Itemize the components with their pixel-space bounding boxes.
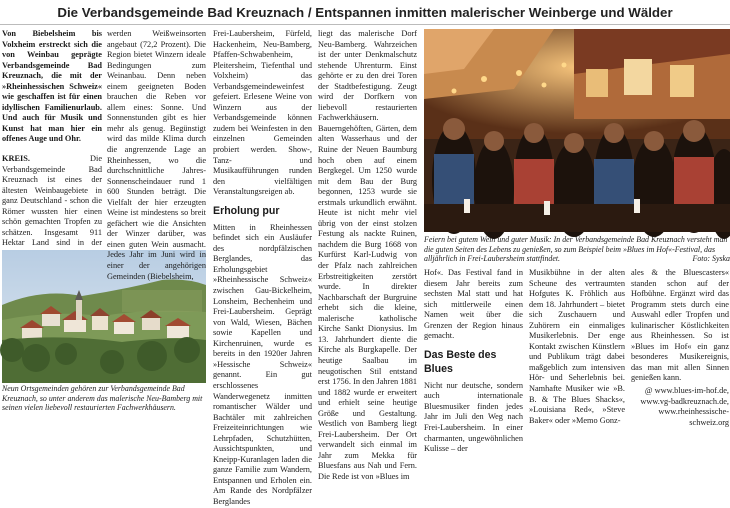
- photo-credit: Foto: Syska: [692, 254, 730, 264]
- headline: Die Verbandsgemeinde Bad Kreuznach / Entspannen inmitten malerischer Weinberge und Wälder: [0, 2, 730, 25]
- subheading-erholung: Erholung pur: [213, 204, 280, 217]
- col4-text: liegt das malerische Dorf Neu-Bamberg. Wahrzeichen ist der unter Denkmalschutz stehende Uhrenturm. Einst gehörte er zu den drei Toren der Stadtbefestigung. Zeugt wird der Dorfkern von liebevoll restaurierten Fachwerkhäusern. Bauerngehöften, Gärten, dem alten Wasserhaus und der Ruine der Neuen Baumburg hoch oben auf einem Bergkegel. Um 1250 wurde mit dem Bau der Burg begonnen, 1253 wurde sie erstmals urkundlich erwähnt. Heute ist nicht mehr viel übrig von der einst stolzen Festung als nackte Ruinen, nachdem die Burg 1668 von Kurfürst Karl-Ludwig von der Pfalz nach zahlreichen Erbstreitigkeiten zerstört wurde. In direkter Nachbarschaft der Burgruine erhebt sich die kleine, malerische katholische Kirche Sankt Dionysius. Im 13. Jahrhundert diente die Kirche als Burgkapelle. Der heutige Saalbau im neugotischen Stil entstand erst 1756. In den Jahren 1881 und 1882 wurde er erweitert und erhielt seine heutige Größe und Gestaltung. Westlich von Bamberg liegt Frei-Laubersheim. Der Ort verwandelt sich einmal im Jahr zum Mekka für Bluesfans aus Nah und Fern. Die Rede ist von »Blues im: [318, 29, 417, 481]
- body-text: Die Verbandsgemeinde Bad Kreuznach ist eines der ältesten Weinbaugebiete in ganz Deutschland - schon die Römer wussten hier einen schön gemachten Tropfen zu schätzen. Insgesamt 911 Hektar Land sind in der: [2, 154, 102, 248]
- festival-photo-graphic: [424, 29, 730, 232]
- col6-text: Musikbühne in der alten Scheune des vertraumten Hofgutes K. Fröhlich aus dem 18. Jahrhundert – bietet sich Zuschauern und Zuhörern ein einmaliges Musikerlebnis. Der enge Kontakt zwischen Künstlern und Publikum trägt dabei maßgeblich zum intensiven Hör- und Seherlebnis bei. Namhafte Musiker wie »B. B. & The Blues Shacks«, »Louisiana Red«, »Steve Baker« oder »Memo Gonz-: [529, 268, 625, 425]
- col7-text: ales & the Bluescasters« standen schon auf der Hofbühne. Ergänzt wird das Programm stets durch eine Auswahl edler Tropfen und kulinarischer Köstlichkeiten aus Rheinhessen. So ist »Blues im Hof« ein ganz besonderes Musikereignis, das man mit allen Sinnen genießen kann.: [631, 268, 729, 383]
- column-1: [2, 29, 102, 281]
- kicker: KREIS.: [2, 154, 30, 164]
- globe-icon: @: [644, 386, 653, 396]
- lead-paragraph: Von Biebelsheim bis Volxheim erstreckt sich die von Weinbau geprägte Verbandsgemeinde Bad Kreuznach, die mit der »Rheinhessischen Schweiz« wie geschaffen ist für einen idyllischen Familienurlaub. Und auch für Musik und Kunst hat man hier ein offenes Auge und Ohr.: [2, 29, 102, 144]
- col5-text-2: Nicht nur deutsche, sondern auch internationale Bluesmusiker finden jedes Jahr im Juli den Weg nach Frei-Laubersheim. In einer charmanten, ungewöhnlichen Kulisse – der: [424, 380, 523, 454]
- column-3: [213, 29, 312, 508]
- column-4: [318, 29, 417, 483]
- col5-text-1: Hof«. Das Festival fand in diesem Jahr bereits zum sechsten Mal statt und hat sich mittlerweile einen Namen weit über die Grenzen der Region hinaus gemacht.: [424, 268, 523, 341]
- web-links-text[interactable]: www.blues-im-hof.de, www.vg-badkreuznach.de, www.rheinhessische-schweiz.org: [640, 386, 729, 427]
- subheading-blues: Das Beste des Blues: [424, 348, 497, 375]
- festival-photo-caption: [424, 235, 730, 264]
- festival-crowd-photo: [424, 29, 730, 232]
- village-photo-caption: Neun Ortsgemeinden gehören zur Verbandsgemeinde Bad Kreuznach, so unter anderem das malerische Neu-Bamberg mit seinen vielen liebevoll restaurierten Fachwerkhäusern.: [2, 384, 203, 413]
- web-links[interactable]: [631, 386, 729, 428]
- column-2: [107, 29, 206, 282]
- column-7: [631, 268, 729, 428]
- column-6: [529, 268, 625, 426]
- col3-text-2: Mitten in Rheinhessen befindet sich ein Ausläufer des nordpfälzischen Berglandes, das Erholungsgebiet »Rheinhessische Schweiz« zwischen Gau-Bickelheim, Lonsheim, Bechenheim und Frei-Laubersheim. Geprägt von Wald, Wiesen, Bächen sowie Kapellen und Kirchenruinen, wurde es bereits in den 1920er Jahren »Hessische Schweiz« genannt. Ein gut erschlossenes Wanderwegenetz inmitten romantischer Wälder und Bachtäler mit zahlreichen Freizeiteinrichtungen wie Lehrpfaden, Schutzhütten, Aussichtspunkten, und Kneipp-Kuranlagen laden die ganze Familie zum Wandern, Entspannen und Erholen ein. Am Rande des Nordpfälzer Berglandes: [213, 222, 312, 506]
- festival-caption-text: Feiern bei gutem Wein und guter Musik: In der Verbandsgemeinde Bad Kreuznach versteht man die guten Seiten des Lebens zu genießen, so zum Beispiel beim »Blues im Hof«-Festival, das alljährlich in Frei-Laubersheim stattfindet.: [424, 235, 728, 264]
- column-5: [424, 268, 523, 455]
- col2-text: werden Weißweinsorten angebaut (72,2 Prozent). Die Region bietet Winzern ideale Bedingungen zum Weinanbau. Denn neben einem geeigneten Boden brauchen die Reben vor allem eines: Sonne. Und Sonnenstunden gibt es hier mehr als genug. Begünstigt wird das milde Klima durch die angrenzende Lage an Rheinhessen, wo die durchschnittliche Jahres-Sonnenscheindauer rund 1 600 Stunden beträgt. Die Vielfalt der hier erzeugten Weine ist mindestens so breit gefächert wie die Ansichten der Winzer darüber, was einen guten Wein ausmacht. Jedes Jahr im Juni wird in einer der angehörigen Gemeinden (Biebelsheim,: [107, 29, 206, 281]
- col3-text-1: Frei-Laubersheim, Fürfeld, Hackenheim, Neu-Bamberg, Pfaffen-Schwabenheim, Pleitersheim, Tiefenthal und Volxheim) das Verbandsgemeindeweinfest gefeiert. Erlesene Weine von Winzern aus der Verbandsgemeinde können zudem bei Weinfesten in den einzelnen Gemeinden probiert werden. Show-, Tanz- und Musikaufführungen runden den vielfältigen Veranstaltungsreigen ab.: [213, 29, 312, 197]
